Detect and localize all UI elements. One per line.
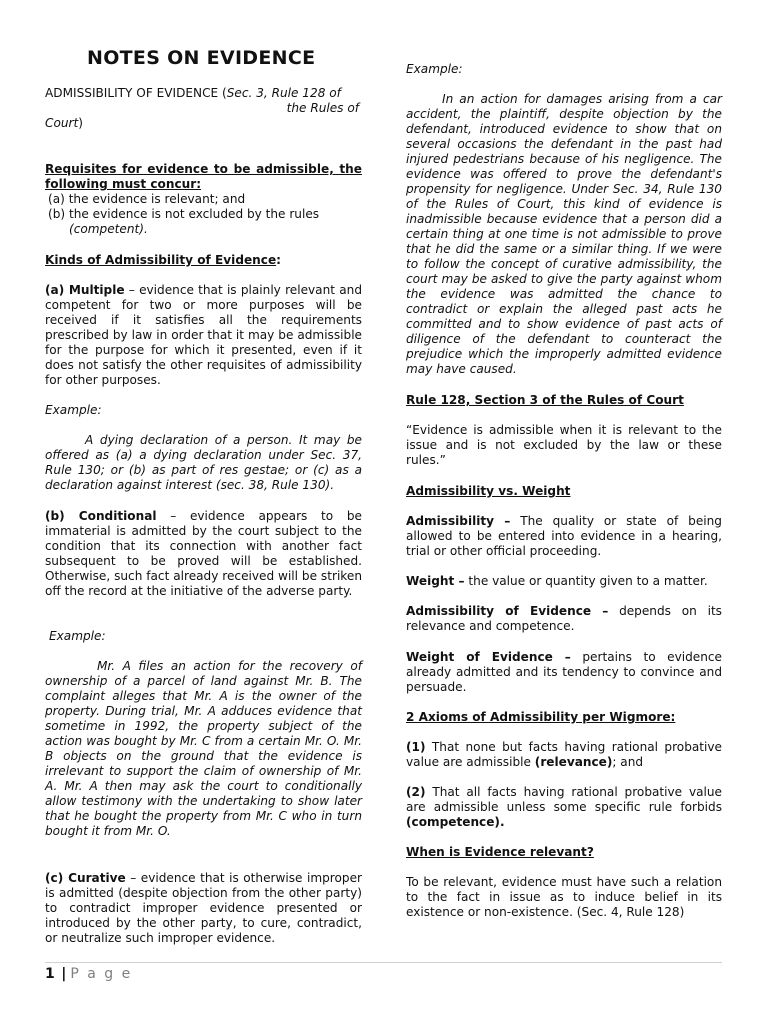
heading-ref-1: Sec. 3, Rule 128 of	[226, 86, 341, 100]
requisite-b-competent: (competent).	[69, 222, 148, 236]
page-footer	[45, 962, 722, 982]
weight-label: Weight –	[406, 574, 465, 588]
adm-evidence-label: Admissibility of Evidence –	[406, 604, 609, 618]
multiple-text: – evidence that is plainly relevant and competent for two or more purposes will be received if it satisfies all the requirements prescribed by law in order that it may be admissible for the purpose for which it presented, even if it does not satisfy the other requisites of admissibility for other purposes.	[45, 283, 362, 387]
kinds-heading	[45, 253, 362, 268]
weight-of-evidence-definition	[406, 650, 722, 695]
example-1-text: A dying declaration of a person. It may be offered as (a) a dying declaration under Sec. 37, Rule 130; or (b) as part of res gestae; or (c) as a declaration against interest (sec. 38, Rule 130).	[45, 433, 362, 492]
page-number: 1	[45, 966, 55, 982]
requisites-heading: Requisites for evidence to be admissible, the following must concur:	[45, 162, 362, 191]
admissibility-label: Admissibility –	[406, 514, 511, 528]
requisite-b: (b) the evidence is not excluded by the rules	[48, 207, 320, 221]
relevant-text: To be relevant, evidence must have such a relation to the fact in issue as to induce belief in its existence or non-existence. (Sec. 4, Rule 128)	[406, 875, 722, 919]
requisites-section	[45, 162, 362, 237]
kinds-heading-text: Kinds of Admissibility of Evidence	[45, 253, 277, 267]
adm-evidence-text: depends on its relevance and competence.	[406, 604, 722, 633]
example-1-label: Example:	[45, 403, 102, 417]
admissibility-vs-weight-heading: Admissibility vs. Weight	[406, 484, 571, 498]
example-2-text: Mr. A files an action for the recovery of ownership of a parcel of land against Mr. B. The complaint alleges that Mr. A is the owner of the property. During trial, Mr. A adduces evidence that sometime in 1992, the property subject of the action was bought by Mr. C from a certain Mr. O. Mr. B objects on the ground that the evidence is irrelevant to support the claim of ownership of Mr. A. Mr. A then may ask the court to conditionally allow testimony with the undertaking to show later that he bought the property from Mr. C who in turn bought it from Mr. O.	[45, 659, 362, 838]
conditional-text: – evidence appears to be immaterial is admitted by the court subject to the condition that its connection with another fact subsequent to be proved will be established. Otherwise, such fact already received will be striken off the record at the initiative of the adverse party.	[45, 509, 362, 598]
example-3-label: Example:	[406, 62, 463, 76]
heading-main: ADMISSIBILITY OF EVIDENCE (	[45, 86, 227, 100]
curative-label: (c) Curative	[45, 871, 126, 885]
axiom-1-text: That none but facts having rational probative value are admissible	[406, 740, 722, 769]
heading-ref-3: Court	[45, 116, 79, 130]
page-label: P a g e	[70, 966, 133, 982]
document-title: NOTES ON EVIDENCE	[87, 47, 316, 69]
example-2-label: Example:	[49, 629, 106, 643]
admissibility-text: The quality or state of being allowed to be entered into evidence in a hearing, trial or other official proceeding.	[406, 514, 722, 558]
axiom-2-text: That all facts having rational probative value are admissible unless some specific rule forbids	[406, 785, 722, 814]
weight-evidence-text: pertains to evidence already admitted and its tendency to convince and persuade.	[406, 650, 723, 694]
kinds-heading-colon: :	[276, 253, 282, 267]
axioms-heading: 2 Axioms of Admissibility per Wigmore:	[406, 710, 676, 724]
requisite-a: (a) the evidence is relevant; and	[48, 192, 246, 206]
weight-text: the value or quantity given to a matter.	[464, 574, 708, 588]
admissibility-definition	[406, 514, 722, 559]
curative-paragraph	[45, 871, 362, 946]
axiom-2-bold: (competence).	[406, 815, 505, 829]
axiom-2-num: (2)	[406, 785, 426, 799]
axiom-1-num: (1)	[406, 740, 426, 754]
multiple-label: (a) Multiple	[45, 283, 125, 297]
weight-definition	[406, 574, 722, 589]
rule-text: “Evidence is admissible when it is relevant to the issue and is not excluded by the law or these rules.”	[406, 423, 722, 467]
page-number-block	[45, 965, 132, 983]
weight-evidence-label: Weight of Evidence –	[406, 650, 571, 664]
conditional-label: (b) Conditional	[45, 509, 157, 523]
rule-heading: Rule 128, Section 3 of the Rules of Court	[406, 393, 684, 407]
relevant-heading: When is Evidence relevant?	[406, 845, 594, 859]
admissibility-of-evidence-definition	[406, 604, 722, 634]
axiom-1-end: ; and	[612, 755, 644, 769]
axiom-2	[406, 785, 722, 830]
axiom-1-bold: (relevance)	[534, 755, 613, 769]
curative-text: – evidence that is otherwise improper is admitted (despite objection from the other party) to contradict improper evidence presented or introduced by the other party, to cure, contradict, or neutralize such improper evidence.	[45, 871, 363, 945]
example-3-text: In an action for damages arising from a car accident, the plaintiff, despite objection by the defendant, introduced evidence to show that on several occasions the defendant in the past had injured pedestrians because of his negligence. The evidence was offered to prove the defendant's propensity for negligence. Under Sec. 34, Rule 130 of the Rules of Court, this kind of evidence is inadmissible because evidence that a person did a certain thing at one time is not admissible to prove that he did the same or a similar thing. If we were to follow the concept of curative admissibility, the court may be asked to give the party against whom the evidence was admitted the chance to contradict or explain the alleged past acts he committed and to show evidence of past acts of diligence of the defendant to counteract the prejudice which the improperly admitted evidence may have caused.	[406, 92, 722, 376]
heading-ref-2: the Rules of	[286, 101, 359, 115]
admissibility-heading	[45, 86, 362, 131]
heading-close: )	[78, 116, 83, 130]
conditional-paragraph	[45, 509, 362, 599]
multiple-paragraph	[45, 283, 362, 388]
axiom-1	[406, 740, 722, 770]
page-separator: |	[61, 966, 67, 982]
